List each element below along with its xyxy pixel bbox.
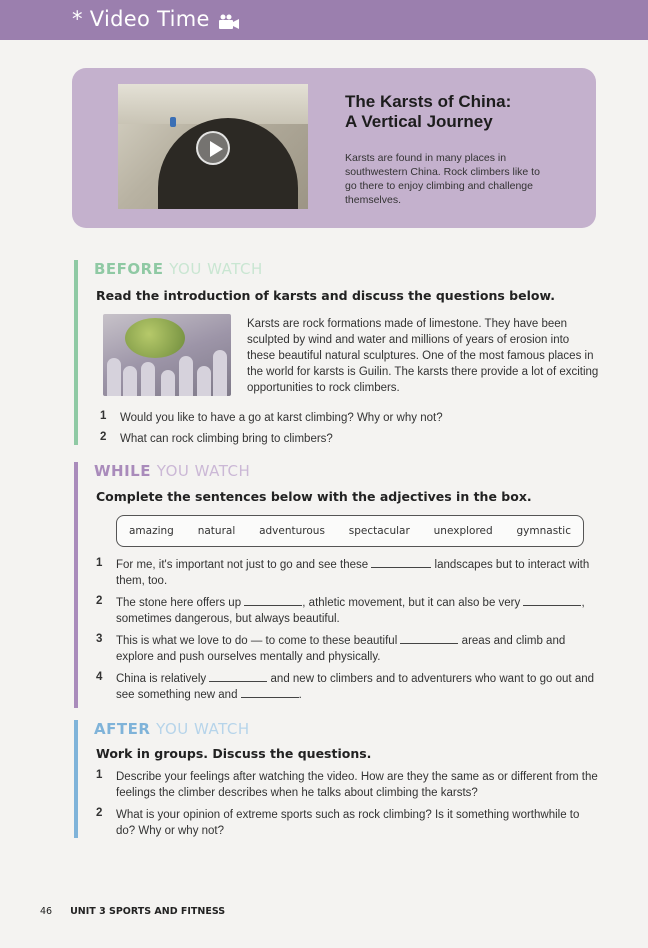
question-number: 1	[96, 769, 103, 781]
adjective-word: adventurous	[259, 525, 325, 537]
video-title-line1: The Karsts of China:	[345, 92, 512, 111]
sentence-part: .	[298, 689, 302, 701]
section-title	[72, 7, 240, 31]
after-instruction: Work in groups. Discuss the questions.	[96, 746, 372, 761]
question-number: 1	[100, 410, 107, 422]
sentence-number: 3	[96, 633, 103, 645]
rock-arch	[158, 118, 298, 209]
before-question-2	[100, 431, 600, 447]
unit-title: UNIT 3 SPORTS AND FITNESS	[70, 906, 226, 917]
adjective-word: amazing	[129, 525, 174, 537]
cliff-rock	[118, 84, 308, 124]
adjective-word: spectacular	[348, 525, 410, 537]
question-text: What is your opinion of extreme sports such as rock climbing? Is it something worthwhile to do? Why or why not?	[116, 809, 580, 837]
karst-photo-spike	[141, 362, 155, 396]
sentence-part: For me, it's important not just to go and see these	[116, 559, 369, 571]
answer-blank[interactable]	[523, 596, 581, 606]
sentence-text	[116, 633, 600, 665]
after-heading	[94, 720, 250, 738]
adjective-word: gymnastic	[516, 525, 571, 537]
video-description: Karsts are found in many places in southwestern China. Rock climbers like to go there to enjoy climbing and challenge themselves.	[345, 152, 540, 206]
question-text: Describe your feelings after watching the video. How are they the same as or different from the feelings the climber describes when he talks about climbing the karsts?	[116, 771, 598, 799]
sentence-part: , sometimes dangerous, but always beautiful.	[116, 597, 585, 625]
sentence-part: areas and climb and explore and push ourselves mentally and physically.	[116, 635, 566, 663]
after-question-1	[96, 769, 600, 801]
answer-blank[interactable]	[371, 558, 431, 568]
video-camera-icon	[218, 11, 240, 27]
karst-photo-spike	[107, 358, 121, 396]
answer-blank[interactable]	[244, 596, 302, 606]
video-title	[345, 92, 585, 132]
karst-photo-spike	[123, 366, 137, 396]
while-sentence-2	[96, 595, 600, 627]
sentence-part: China is relatively	[116, 673, 207, 685]
section-title-text: * Video Time	[72, 7, 210, 31]
before-heading	[94, 260, 263, 278]
question-number: 2	[96, 807, 103, 819]
question-text: Would you like to have a go at karst climbing? Why or why not?	[120, 412, 443, 424]
karst-photo-bush	[125, 318, 185, 358]
page-number: 46	[40, 906, 53, 917]
answer-blank[interactable]	[400, 634, 458, 644]
while-section-bar	[74, 462, 78, 708]
video-title-line2: A Vertical Journey	[345, 112, 493, 131]
question-number: 2	[100, 431, 107, 443]
sentence-part: and new to climbers and to adventurers who want to go out and see something new and	[116, 673, 595, 701]
before-heading-light: YOU WATCH	[169, 260, 263, 278]
before-heading-strong: BEFORE	[94, 260, 164, 278]
while-instruction: Complete the sentences below with the adjectives in the box.	[96, 489, 532, 504]
climber-figure	[170, 117, 176, 127]
after-question-2	[96, 807, 600, 839]
karst-photo-spike	[213, 350, 227, 396]
sentence-text	[116, 595, 600, 627]
sentence-part: This is what we love to do — to come to these beautiful	[116, 635, 398, 647]
answer-blank[interactable]	[209, 672, 267, 682]
before-instruction: Read the introduction of karsts and discuss the questions below.	[96, 288, 555, 303]
adjective-box	[116, 515, 584, 547]
sentence-part: The stone here offers up	[116, 597, 242, 609]
sentence-text	[116, 671, 600, 703]
karst-photo-spike	[161, 370, 175, 396]
while-sentence-4	[96, 671, 600, 703]
after-heading-light: YOU WATCH	[156, 720, 250, 738]
while-heading-light: YOU WATCH	[156, 462, 251, 480]
play-button[interactable]	[196, 131, 230, 165]
answer-blank[interactable]	[241, 688, 299, 698]
sentence-number: 4	[96, 671, 103, 683]
while-sentence-1	[96, 557, 600, 589]
sentence-text	[116, 557, 600, 589]
sentence-number: 1	[96, 557, 103, 569]
after-section-bar	[74, 720, 78, 838]
sentence-part: , athletic movement, but it can also be very	[302, 597, 521, 609]
page-footer	[40, 906, 225, 917]
karst-photo	[103, 314, 231, 396]
sentence-number: 2	[96, 595, 103, 607]
before-intro-text: Karsts are rock formations made of limestone. They have been sculpted by wind and water and millions of years of erosion into these beautiful natural sculptures. One of the most famous places in the world for karsts is Guilin. The karsts there provide a lot of exciting opportunities to rock climbers.	[247, 318, 599, 394]
karst-photo-spike	[179, 356, 193, 396]
before-section-bar	[74, 260, 78, 445]
karst-photo-spike	[197, 366, 211, 396]
while-sentence-3	[96, 633, 600, 665]
while-heading-strong: WHILE	[94, 462, 151, 480]
question-text: What can rock climbing bring to climbers?	[120, 433, 333, 445]
while-heading	[94, 462, 250, 480]
sentence-part: landscapes but to interact with them, too.	[116, 559, 590, 587]
adjective-word: natural	[197, 525, 236, 537]
after-heading-strong: AFTER	[94, 720, 151, 738]
before-question-1	[100, 410, 600, 426]
adjective-word: unexplored	[433, 525, 493, 537]
